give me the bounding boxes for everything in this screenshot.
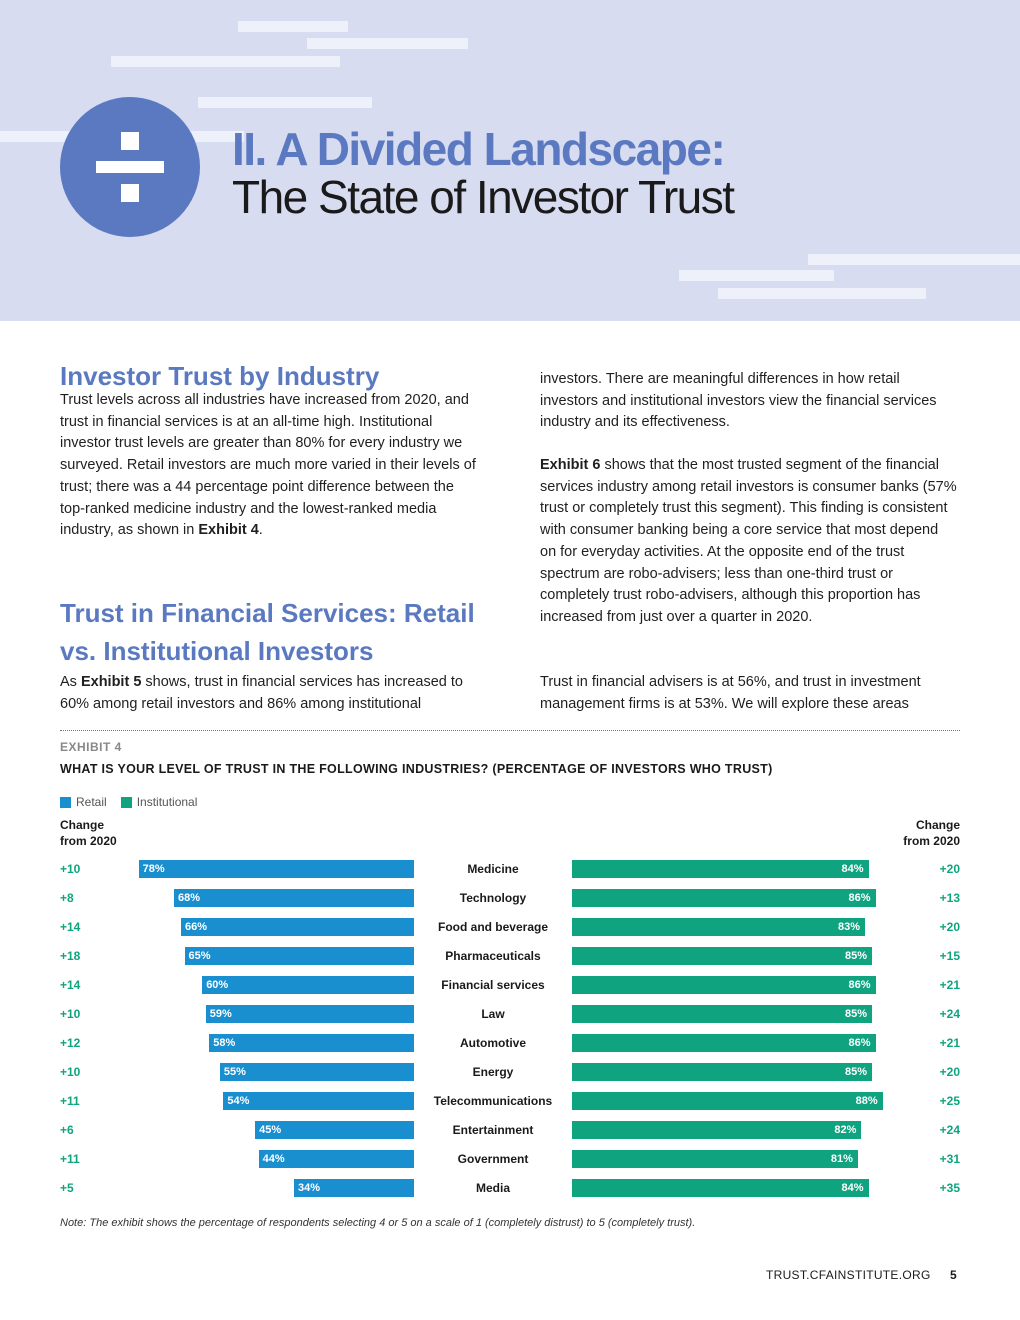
- category-label: Financial services: [441, 978, 545, 992]
- retail-bar: 45%: [255, 1121, 414, 1139]
- decorative-stripe: [808, 254, 1020, 265]
- institutional-bar: 84%: [572, 1179, 869, 1197]
- page-title: II. A Divided Landscape:: [232, 123, 725, 175]
- column2-paragraph-2: Exhibit 6 shows that the most trusted segment of the financial services industry among retail investors is consumer banks (57% trust or completely trust this segment). This finding is consistent with consumer banking being a core service that most depend on for everyday activities. At the opposite end of the trust spectrum are robo-advisers; less than one-third trust or completely trust robo-advisers, although this proportion has increased from just over a quarter in 2020.: [540, 457, 957, 625]
- exhibit-title: WHAT IS YOUR LEVEL OF TRUST IN THE FOLLOWING INDUSTRIES? (PERCENTAGE OF INVESTORS WHO TRUST): [60, 762, 773, 776]
- retail-change-label: +10: [60, 1065, 81, 1079]
- retail-change-label: +11: [60, 1152, 80, 1166]
- exhibit-label: EXHIBIT 4: [60, 740, 122, 754]
- retail-change-label: +18: [60, 949, 81, 963]
- category-label: Food and beverage: [437, 920, 549, 934]
- retail-bar: 65%: [185, 947, 414, 965]
- exhibit-note: Note: The exhibit shows the percentage of respondents selecting 4 or 5 on a scale of 1 (completely distrust) to 5 (completely trust).: [60, 1217, 696, 1229]
- institutional-bar: 82%: [572, 1121, 861, 1139]
- decorative-stripe: [718, 288, 926, 299]
- institutional-change-label: +20: [939, 920, 960, 934]
- retail-bar: 60%: [202, 976, 414, 994]
- category-label: Entertainment: [452, 1123, 534, 1137]
- retail-change-header: Change from 2020: [60, 818, 117, 848]
- retail-change-label: +10: [60, 862, 81, 876]
- retail-bar: 55%: [220, 1063, 414, 1081]
- category-label: Automotive: [460, 1036, 526, 1050]
- institutional-bar: 88%: [572, 1092, 883, 1110]
- category-label: Pharmaceuticals: [445, 949, 541, 963]
- section-heading-industry: Investor Trust by Industry: [60, 361, 380, 391]
- divider: [60, 730, 960, 731]
- retail-change-label: +11: [60, 1094, 80, 1108]
- legend-swatch-retail: [60, 797, 71, 808]
- legend-label-institutional: Institutional: [136, 795, 198, 809]
- category-label: Technology: [459, 891, 527, 905]
- institutional-change-label: +21: [939, 1036, 960, 1050]
- institutional-bar: 83%: [572, 918, 865, 936]
- section-body-financial-services: As Exhibit 5 shows, trust in financial services has increased to 60% among retail investors and 86% among institutional: [60, 674, 463, 712]
- institutional-change-label: +25: [939, 1094, 960, 1108]
- decorative-stripe: [679, 270, 834, 281]
- page-subtitle: The State of Investor Trust: [232, 171, 734, 223]
- retail-bar: 34%: [294, 1179, 414, 1197]
- section-body-industry: Trust levels across all industries have increased from 2020, and trust in financial services is at an all-time high. Institutional investor trust levels are greater than 80% for every industry we surveyed. Retail investors are much more varied in their levels of trust; there was a 44 percentage point difference between the top-ranked medicine industry and the lowest-ranked media industry, as shown in Exhibit 4.: [60, 392, 476, 539]
- category-label: Medicine: [467, 862, 519, 876]
- institutional-bar: 85%: [572, 947, 872, 965]
- institutional-change-label: +31: [939, 1152, 960, 1166]
- retail-bar: 54%: [223, 1092, 414, 1110]
- institutional-bar: 86%: [572, 889, 876, 907]
- institutional-bar: 81%: [572, 1150, 858, 1168]
- column2-paragraph-3: Trust in financial advisers is at 56%, and trust in investment management firms is at 53%. We will explore these areas: [540, 674, 921, 712]
- retail-change-label: +12: [60, 1036, 81, 1050]
- category-label: Government: [457, 1152, 529, 1166]
- hero-banner: [0, 0, 1020, 321]
- retail-bar: 44%: [259, 1150, 414, 1168]
- legend-item-retail: [60, 795, 107, 809]
- legend-swatch-institutional: [121, 797, 132, 808]
- legend-item-institutional: [121, 795, 198, 809]
- footer-url: TRUST.CFAINSTITUTE.ORG: [766, 1268, 931, 1282]
- category-label: Media: [475, 1181, 510, 1195]
- institutional-change-label: +35: [939, 1181, 960, 1195]
- retail-change-label: +8: [60, 891, 74, 905]
- retail-bar: 78%: [139, 860, 414, 878]
- section-heading-financial-services: Trust in Financial Services: Retail vs. Institutional Investors: [60, 598, 475, 666]
- retail-bar: 68%: [174, 889, 414, 907]
- institutional-bar: 85%: [572, 1005, 872, 1023]
- category-label: Energy: [472, 1065, 514, 1079]
- institutional-change-label: +24: [939, 1123, 960, 1137]
- decorative-stripe: [307, 38, 468, 49]
- decorative-stripe: [198, 97, 372, 108]
- retail-change-label: +14: [60, 978, 81, 992]
- institutional-bar: 86%: [572, 976, 876, 994]
- retail-change-label: +6: [60, 1123, 74, 1137]
- retail-bar: 59%: [206, 1005, 414, 1023]
- retail-change-label: +5: [60, 1181, 74, 1195]
- retail-change-label: +10: [60, 1007, 81, 1021]
- retail-bar: 58%: [209, 1034, 414, 1052]
- institutional-change-header: Change from 2020: [903, 818, 960, 848]
- division-icon: [60, 97, 200, 237]
- decorative-stripe: [111, 56, 340, 67]
- institutional-change-label: +20: [939, 862, 960, 876]
- legend-label-retail: Retail: [76, 795, 107, 809]
- column2-paragraph-1: investors. There are meaningful differences in how retail investors and institutional investors view the financial services industry and its effectiveness.: [540, 371, 937, 431]
- page-number: 5: [950, 1268, 957, 1282]
- category-label: Law: [481, 1007, 505, 1021]
- institutional-bar: 86%: [572, 1034, 876, 1052]
- decorative-stripe: [238, 21, 348, 32]
- institutional-change-label: +20: [939, 1065, 960, 1079]
- category-label: Telecommunications: [433, 1094, 553, 1108]
- institutional-change-label: +13: [939, 891, 960, 905]
- institutional-change-label: +15: [939, 949, 960, 963]
- institutional-bar: 85%: [572, 1063, 872, 1081]
- institutional-change-label: +24: [939, 1007, 960, 1021]
- retail-change-label: +14: [60, 920, 81, 934]
- institutional-change-label: +21: [939, 978, 960, 992]
- chart-legend: [60, 795, 211, 809]
- institutional-bar: 84%: [572, 860, 869, 878]
- retail-bar: 66%: [181, 918, 414, 936]
